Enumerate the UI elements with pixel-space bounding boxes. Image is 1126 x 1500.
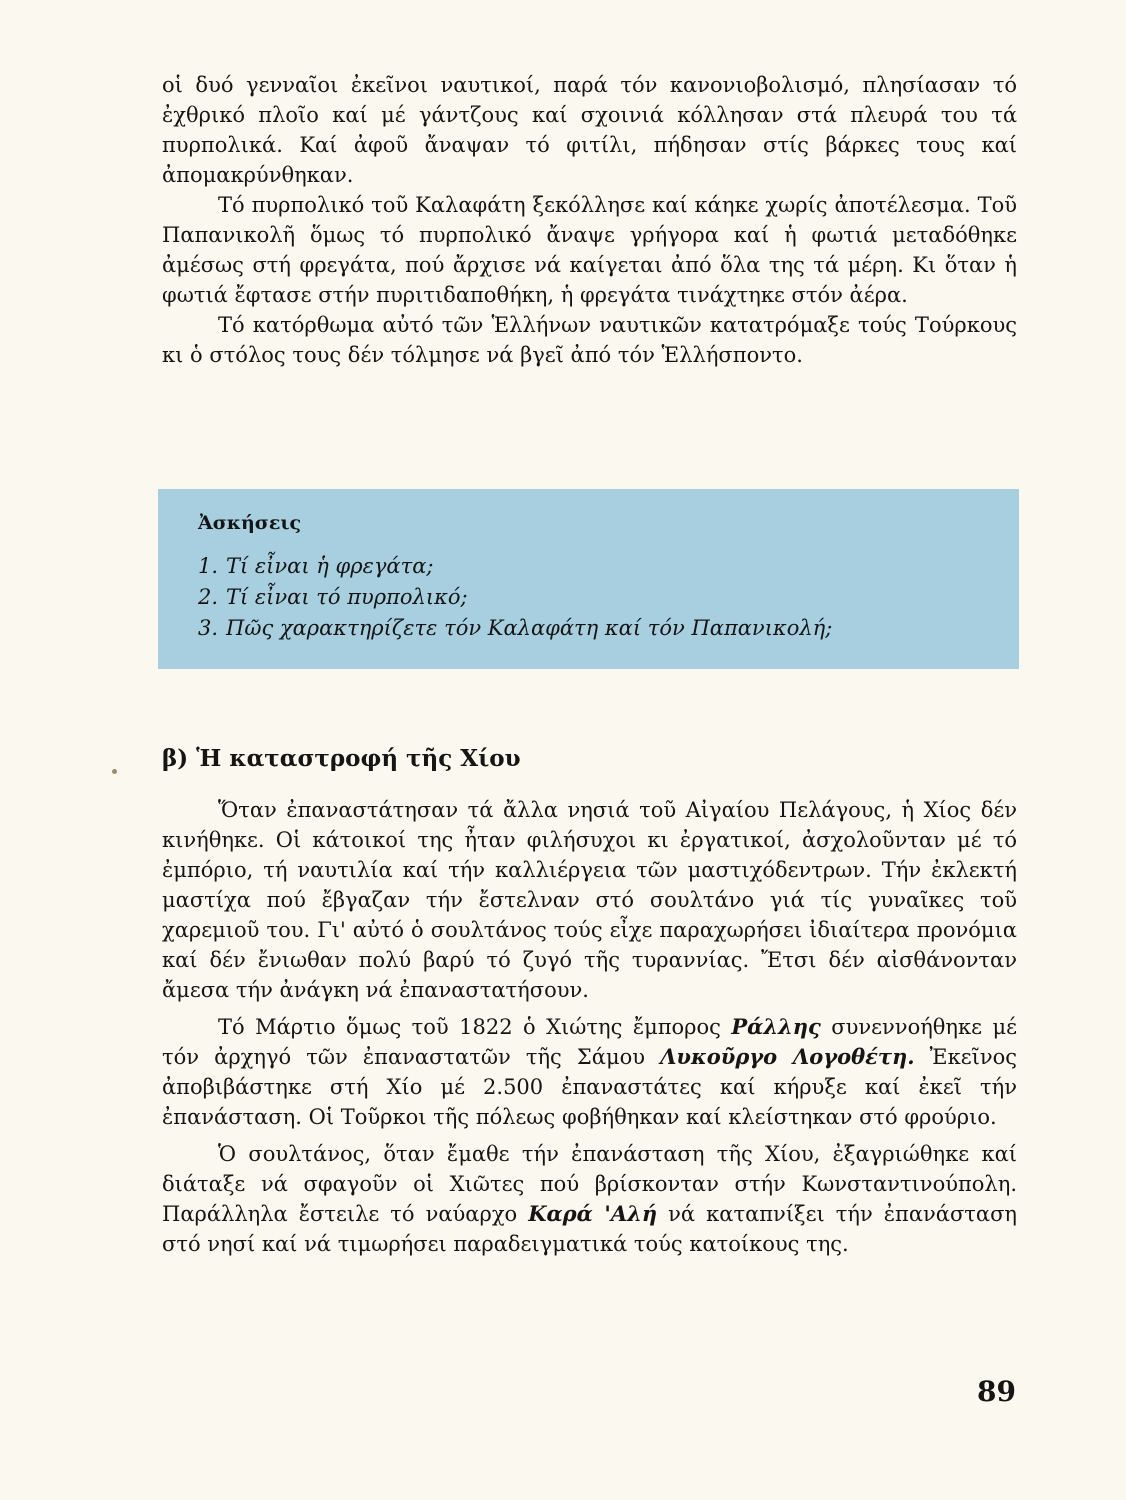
page-number: 89 <box>977 1375 1016 1408</box>
paragraph-chios-background: Ὅταν ἐπαναστάτησαν τά ἄλλα νησιά τοῦ Αἰγαίου Πελάγους, ἡ Χίος δέν κινήθηκε. Οἱ κάτοικοί της ἦταν φιλήσυχοι κι ἐργατικοί, ἀσχολοῦνταν μέ τό ἐμπόριο, τή ναυτιλία καί τήν καλλιέργεια τῶν μαστιχόδεντρων. Τήν ἐκλεκτή μαστίχα πού ἔβγαζαν τήν ἔστελναν στό σουλτάνο γιά τίς γυναῖκες τοῦ χαρεμιοῦ του. Γι' αὐτό ὁ σουλτάνος τούς εἶχε παραχωρήσει ἰδιαίτερα προνόμια καί δέν ἔνιωθαν πολύ βαρύ τό ζυγό τῆς τυραννίας. Ἔτσι δέν αἰσθάνονταν ἄμεσα τήν ἀνάγκη νά ἐπαναστατήσουν. <box>162 798 1017 1002</box>
text-segment: νά καταπνίξει τήν ἐπανάσταση στό νησί καί νά τιμωρήσει παραδειγματικά τούς κατοίκους της. <box>162 1202 1017 1256</box>
chios-text-block <box>162 795 1017 1259</box>
name-rallis: Ράλλης <box>731 1014 821 1039</box>
paragraph-chios-revolt <box>162 1012 1017 1132</box>
text-segment: Ἐκεῖνος ἀποβιβάστηκε στή Χίο μέ 2.500 ἐπαναστάτες καί κήρυξε καί ἐκεῖ τήν ἐπανάσταση. Οἱ Τοῦρκοι τῆς πόλεως φοβήθηκαν καί κλείστηκαν στό φρούριο. <box>162 1045 1017 1129</box>
exercises-box <box>158 489 1019 669</box>
exercise-number: 3. <box>198 616 219 640</box>
exercises-list <box>198 551 999 644</box>
exercise-item <box>198 551 999 582</box>
paragraph-turks-fear: Τό κατόρθωμα αὐτό τῶν Ἑλλήνων ναυτικῶν κατατρόμαξε τούς Τούρκους κι ὁ στόλος τους δέν τόλμησε νά βγεῖ ἀπό τόν Ἑλλήσποντο. <box>162 313 1017 367</box>
exercise-number: 2. <box>198 585 219 609</box>
paragraph-firefight: οἱ δυό γενναῖοι ἐκεῖνοι ναυτικοί, παρά τόν κανονιοβολισμό, πλησίασαν τό ἐχθρικό πλοῖο καί μέ γάντζους καί σχοινιά κόλλησαν στά πλευρά του τά πυρπολικά. Καί ἀφοῦ ἄναψαν τό φιτίλι, πήδησαν στίς βάρκες τους καί ἀπομακρύνθηκαν. <box>162 73 1017 187</box>
exercise-item <box>198 582 999 613</box>
exercises-title: Ἀσκήσεις <box>198 512 302 534</box>
margin-dot <box>112 769 117 774</box>
name-kara-ali: Καρά 'Αλή <box>528 1201 658 1226</box>
paragraph-fireship-result: Τό πυρπολικό τοῦ Καλαφάτη ξεκόλλησε καί κάηκε χωρίς ἀποτέλεσμα. Τοῦ Παπανικολῆ ὅμως τό πυρπολικό ἄναψε γρήγορα καί ἡ φωτιά μεταδόθηκε ἀμέσως στή φρεγάτα, πού ἄρχισε νά καίγεται ἀπό ὅλα της τά μέρη. Κι ὅταν ἡ φωτιά ἔφτασε στήν πυριτιδαποθήκη, ἡ φρεγάτα τινάχτηκε στόν ἀέρα. <box>162 193 1017 307</box>
paragraph-sultan-reaction <box>162 1139 1017 1259</box>
text-segment: συνεννοήθηκε μέ τόν ἀρχηγό τῶν ἐπαναστατῶν τῆς Σάμου <box>162 1015 1017 1069</box>
text-segment: Τό Μάρτιο ὅμως τοῦ 1822 ὁ Χιώτης ἔμπορος <box>218 1015 732 1039</box>
text-segment: Ὁ σουλτάνος, ὅταν ἔμαθε τήν ἐπανάσταση τῆς Χίου, ἐξαγριώθηκε καί διάταξε νά σφαγοῦν οἱ Χιῶτες πού βρίσκονταν στήν Κωνσταντινούπολη. Παράλληλα ἔστειλε τό ναύαρχο <box>162 1142 1017 1226</box>
section-title: β) Ἡ καταστροφή τῆς Χίου <box>162 745 521 772</box>
exercise-number: 1. <box>198 554 219 578</box>
exercise-item <box>198 613 999 644</box>
top-text-block <box>162 70 1017 370</box>
exercise-text: Τί εἶναι τό πυρπολικό; <box>226 585 468 609</box>
name-logothetis: Λυκοῦργο Λογοθέτη. <box>660 1044 915 1069</box>
exercise-text: Τί εἶναι ἡ φρεγάτα; <box>226 554 434 578</box>
exercise-text: Πῶς χαρακτηρίζετε τόν Καλαφάτη καί τόν Παπανικολή; <box>226 616 833 640</box>
